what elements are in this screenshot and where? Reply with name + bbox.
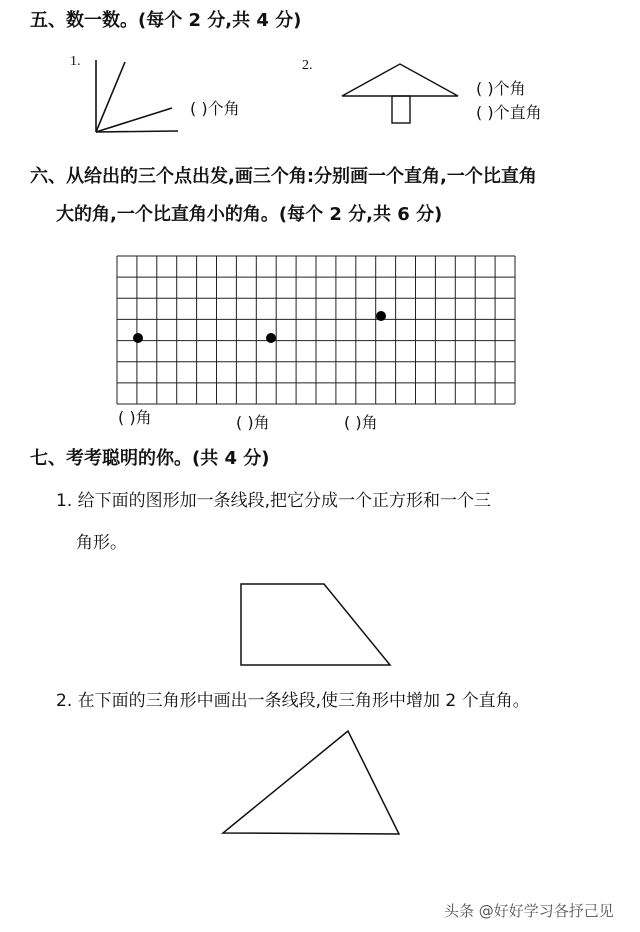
q2-answer-right-angles[interactable]: ( )个直角 [476,103,542,122]
section7-q2: 2. 在下面的三角形中画出一条线段,使三角形中增加 2 个直角。 [56,691,530,711]
q1-answer-blank[interactable]: ( )个角 [190,99,240,118]
q1-number: 1. [70,54,81,69]
grid-answer-3[interactable]: ( )角 [344,413,378,432]
section6-heading-line2: 大的角,一个比直角小的角。(每个 2 分,共 6 分) [56,204,443,225]
section5-heading: 五、数一数。(每个 2 分,共 4 分) [30,10,302,31]
watermark: 头条 @好好学习各抒己见 [444,902,614,920]
section7-q1-line2: 角形。 [76,533,127,553]
q2-number: 2. [302,58,313,73]
trapezoid-shape [241,584,390,665]
section7-heading: 七、考考聪明的你。(共 4 分) [30,448,270,469]
section7-q1-line1: 1. 给下面的图形加一条线段,把它分成一个正方形和一个三 [56,491,492,511]
section6-heading-line1: 六、从给出的三个点出发,画三个角:分别画一个直角,一个比直角 [30,166,537,187]
triangle-shape [223,731,399,834]
q2-answer-angles[interactable]: ( )个角 [476,79,526,98]
grid-answer-2[interactable]: ( )角 [236,413,270,432]
grid-answer-1[interactable]: ( )角 [118,408,152,427]
